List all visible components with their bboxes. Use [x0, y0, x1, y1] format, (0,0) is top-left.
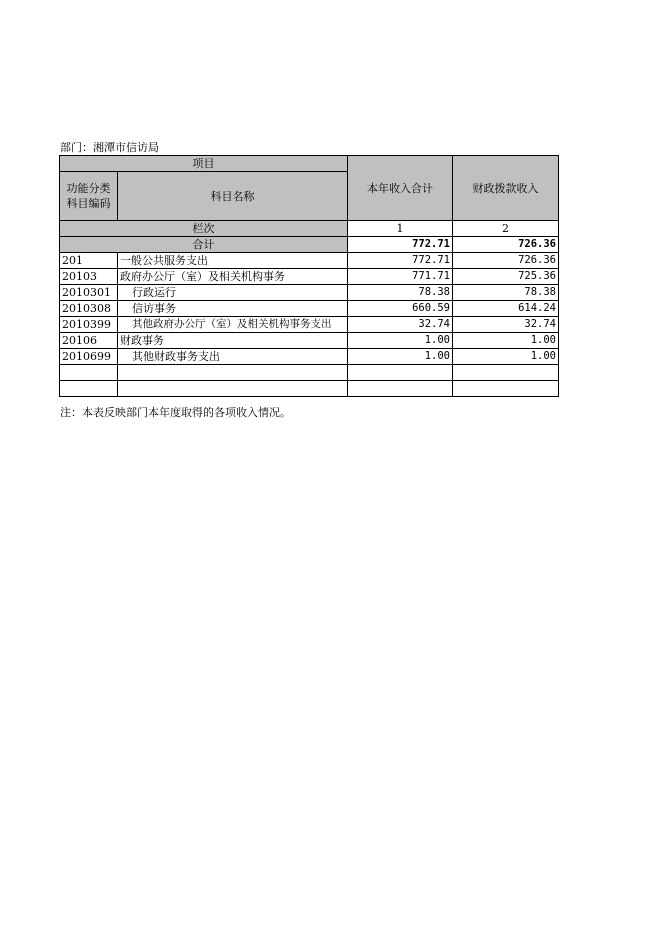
empty-cell [348, 381, 453, 397]
row-total: 1.00 [348, 349, 453, 365]
index-row [60, 221, 559, 237]
empty-cell [60, 381, 118, 397]
row-total: 772.71 [348, 253, 453, 269]
empty-row [60, 381, 559, 397]
row-name: 一般公共服务支出 [118, 253, 348, 269]
row-fiscal: 32.74 [453, 317, 559, 333]
index-label: 栏次 [60, 221, 348, 237]
row-fiscal: 726.36 [453, 253, 559, 269]
table-row [60, 253, 559, 269]
table-row [60, 269, 559, 285]
table-row [60, 285, 559, 301]
row-code: 2010699 [60, 349, 118, 365]
empty-cell [453, 381, 559, 397]
row-name: 其他政府办公厅（室）及相关机构事务支出 [118, 317, 348, 333]
empty-cell [60, 365, 118, 381]
row-fiscal: 614.24 [453, 301, 559, 317]
income-table [59, 155, 559, 397]
row-code: 201 [60, 253, 118, 269]
row-fiscal: 725.36 [453, 269, 559, 285]
table-row [60, 333, 559, 349]
header-subject-name: 科目名称 [118, 172, 348, 221]
row-fiscal: 1.00 [453, 349, 559, 365]
row-code: 2010301 [60, 285, 118, 301]
row-code: 20106 [60, 333, 118, 349]
empty-cell [453, 365, 559, 381]
total-income-value: 772.71 [348, 237, 453, 253]
row-name: 财政事务 [118, 333, 348, 349]
empty-cell [118, 365, 348, 381]
row-total: 771.71 [348, 269, 453, 285]
header-code [60, 172, 118, 221]
table-row [60, 349, 559, 365]
row-total: 1.00 [348, 333, 453, 349]
table-row [60, 301, 559, 317]
row-code: 20103 [60, 269, 118, 285]
row-name: 其他财政事务支出 [118, 349, 348, 365]
row-name: 行政运行 [118, 285, 348, 301]
row-fiscal: 78.38 [453, 285, 559, 301]
header-code-line2: 科目编码 [66, 197, 111, 210]
row-code: 2010308 [60, 301, 118, 317]
row-total: 78.38 [348, 285, 453, 301]
header-row-item [60, 156, 559, 172]
row-fiscal: 1.00 [453, 333, 559, 349]
empty-cell [348, 365, 453, 381]
row-name: 政府办公厅（室）及相关机构事务 [118, 269, 348, 285]
empty-row [60, 365, 559, 381]
index-1: 1 [348, 221, 453, 237]
total-label: 合计 [60, 237, 348, 253]
empty-cell [118, 381, 348, 397]
total-row [60, 237, 559, 253]
header-code-line1: 功能分类 [66, 182, 111, 195]
row-code: 2010399 [60, 317, 118, 333]
row-total: 660.59 [348, 301, 453, 317]
header-item: 项目 [60, 156, 348, 172]
header-total-income: 本年收入合计 [348, 156, 453, 221]
total-fiscal-value: 726.36 [453, 237, 559, 253]
department-label: 部门：湘潭市信访局 [60, 141, 159, 154]
row-total: 32.74 [348, 317, 453, 333]
table-row [60, 317, 559, 333]
row-name: 信访事务 [118, 301, 348, 317]
index-2: 2 [453, 221, 559, 237]
header-fiscal-income: 财政拨款收入 [453, 156, 559, 221]
footnote: 注：本表反映部门本年度取得的各项收入情况。 [60, 406, 291, 419]
